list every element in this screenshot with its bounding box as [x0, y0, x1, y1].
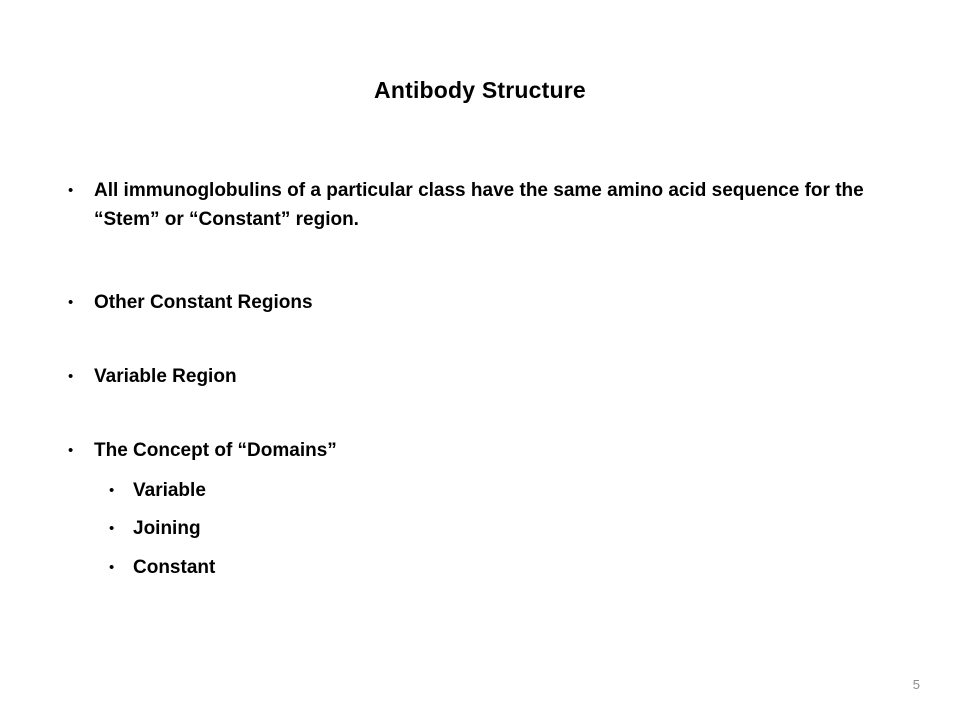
sub-bullet-text: Variable [133, 480, 206, 501]
sub-bullet-item [109, 514, 833, 543]
bullet-item [68, 362, 874, 391]
bullet-item [68, 288, 874, 317]
bullet-icon: • [68, 294, 74, 311]
sub-bullet-text: Constant [133, 557, 216, 578]
sub-bullet-item [109, 476, 833, 505]
bullet-text: All immunoglobulins of a particular class have the same amino acid sequence for the “Stem” or “Constant” region. [94, 180, 864, 230]
sub-bullet-text: Joining [133, 518, 201, 539]
page-number: 5 [912, 677, 920, 692]
bullet-item [68, 436, 874, 465]
bullet-icon: • [109, 559, 115, 576]
bullet-icon: • [68, 368, 74, 385]
sub-bullet-item [109, 553, 833, 582]
bullet-icon: • [109, 520, 115, 537]
bullet-text: The Concept of “Domains” [94, 440, 337, 461]
bullet-text: Other Constant Regions [94, 292, 313, 313]
bullet-icon: • [68, 182, 74, 199]
bullet-text: Variable Region [94, 366, 237, 387]
bullet-icon: • [109, 482, 115, 499]
bullet-icon: • [68, 442, 74, 459]
slide-title: Antibody Structure [374, 77, 586, 103]
bullet-item [68, 176, 874, 234]
